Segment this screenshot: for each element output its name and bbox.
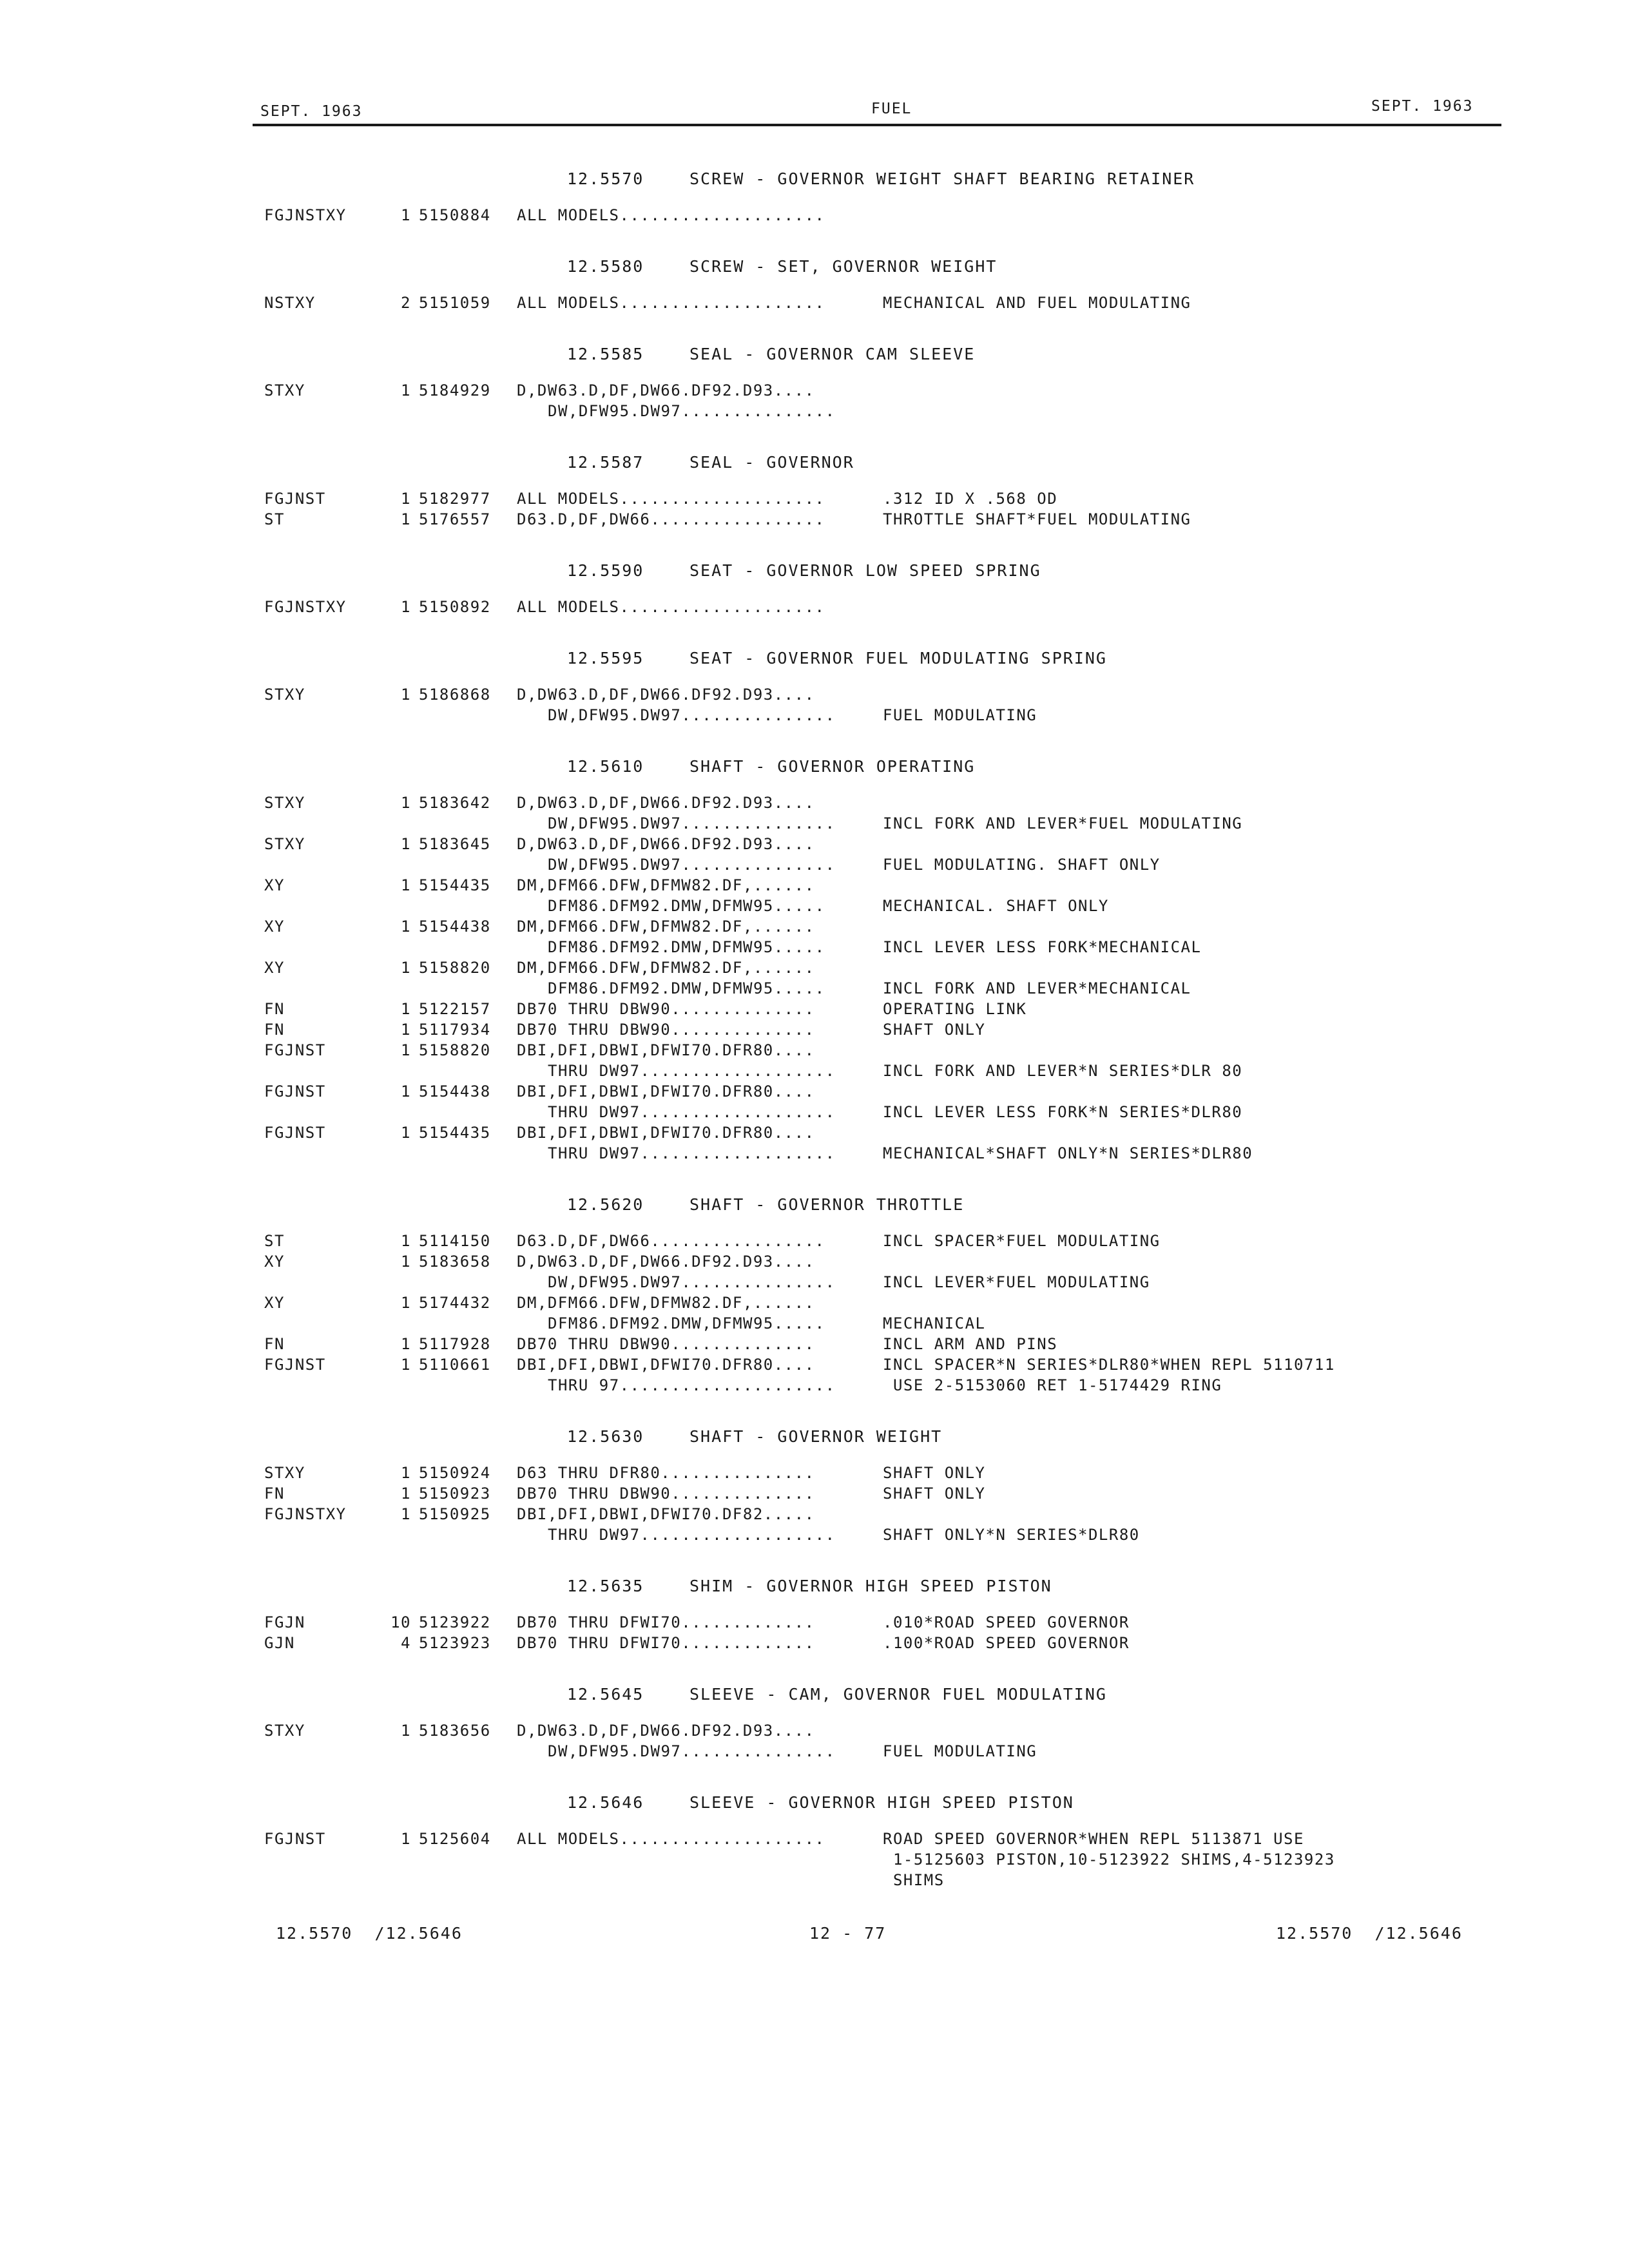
part-number: 5150925 [419, 1505, 491, 1523]
part-row [264, 793, 1476, 813]
remarks: OPERATING LINK [883, 1000, 1027, 1018]
application: DB70 THRU DBW90.............. [517, 1485, 815, 1503]
quantity: 1 [401, 1124, 411, 1142]
part-number: 5183645 [419, 835, 491, 853]
part-number: 5186868 [419, 686, 491, 704]
part-number: 5114150 [419, 1232, 491, 1250]
section-number: 12.5620 [567, 1195, 644, 1214]
part-row [264, 1122, 1476, 1143]
model-code: FGJNSTXY [264, 1505, 347, 1523]
application: ALL MODELS.................... [517, 490, 825, 508]
application: DFM86.DFM92.DMW,DFMW95..... [548, 897, 825, 915]
model-code: XY [264, 876, 285, 894]
application: DM,DFM66.DFW,DFMW82.DF,...... [517, 1294, 815, 1312]
part-row [264, 1040, 1476, 1061]
part-row [264, 834, 1476, 854]
application: ALL MODELS.................... [517, 294, 825, 312]
part-number: 5154435 [419, 1124, 491, 1142]
remarks: INCL LEVER*FUEL MODULATING [883, 1273, 1150, 1291]
model-code: GJN [264, 1634, 295, 1652]
quantity: 1 [401, 1722, 411, 1740]
application: DFM86.DFM92.DMW,DFMW95..... [548, 979, 825, 997]
footer-left: 12.5570 /12.5646 [276, 1924, 463, 1943]
part-row [264, 380, 1476, 401]
quantity: 1 [401, 598, 411, 616]
section-number: 12.5595 [567, 649, 644, 668]
application: ALL MODELS.................... [517, 1830, 825, 1848]
part-row-continuation [264, 1102, 1476, 1122]
part-number: 5154438 [419, 918, 491, 936]
part-number: 5123922 [419, 1613, 491, 1631]
section-number: 12.5585 [567, 345, 644, 363]
section-title [264, 1785, 1476, 1821]
quantity: 4 [401, 1634, 411, 1652]
remarks: THROTTLE SHAFT*FUEL MODULATING [883, 510, 1191, 528]
application: THRU DW97................... [548, 1103, 836, 1121]
quantity: 1 [401, 381, 411, 399]
part-number: 5117934 [419, 1021, 491, 1039]
part-row [264, 1081, 1476, 1102]
section-rows [264, 380, 1476, 421]
part-row [264, 1293, 1476, 1313]
part-number: 5183656 [419, 1722, 491, 1740]
header-right-date: SEPT. 1963 [1371, 98, 1474, 115]
section-number: 12.5570 [567, 169, 644, 188]
part-number: 5110661 [419, 1356, 491, 1374]
part-row [264, 1231, 1476, 1251]
section-description: SEAL - GOVERNOR [689, 453, 854, 472]
remarks: MECHANICAL. SHAFT ONLY [883, 897, 1109, 915]
model-code: STXY [264, 1722, 305, 1740]
application: D,DW63.D,DF,DW66.DF92.D93.... [517, 794, 815, 812]
part-row [264, 1633, 1476, 1653]
application: D,DW63.D,DF,DW66.DF92.D93.... [517, 835, 815, 853]
part-row-continuation [264, 401, 1476, 421]
application: DM,DFM66.DFW,DFMW82.DF,...... [517, 918, 815, 936]
remarks: INCL FORK AND LEVER*FUEL MODULATING [883, 814, 1243, 832]
section-title [264, 1187, 1476, 1223]
model-code: ST [264, 1232, 285, 1250]
section-title [264, 445, 1476, 481]
part-row-continuation [264, 813, 1476, 834]
section-description: SHAFT - GOVERNOR WEIGHT [689, 1427, 943, 1446]
part-row-continuation [264, 1272, 1476, 1293]
model-code: NSTXY [264, 294, 316, 312]
model-code: FGJNST [264, 1830, 326, 1848]
remarks: INCL FORK AND LEVER*MECHANICAL [883, 979, 1191, 997]
section-title [264, 161, 1476, 197]
application: DB70 THRU DBW90.............. [517, 1335, 815, 1353]
part-number: 5182977 [419, 490, 491, 508]
application: D63.D,DF,DW66................. [517, 510, 825, 528]
model-code: FGJNST [264, 490, 326, 508]
application: DW,DFW95.DW97............... [548, 814, 836, 832]
part-number: 5122157 [419, 1000, 491, 1018]
remarks: INCL LEVER LESS FORK*N SERIES*DLR80 [883, 1103, 1243, 1121]
section-rows [264, 1720, 1476, 1762]
section-number: 12.5590 [567, 561, 644, 580]
remarks: FUEL MODULATING. SHAFT ONLY [883, 856, 1161, 874]
part-number: 5150924 [419, 1464, 491, 1482]
section-number: 12.5610 [567, 757, 644, 776]
part-row-continuation [264, 1313, 1476, 1334]
part-number: 5150892 [419, 598, 491, 616]
quantity: 1 [401, 686, 411, 704]
model-code: FGJNST [264, 1124, 326, 1142]
remarks: SHAFT ONLY [883, 1021, 986, 1039]
application: DB70 THRU DBW90.............. [517, 1000, 815, 1018]
remarks: SHIMS [883, 1871, 945, 1889]
quantity: 1 [401, 1082, 411, 1100]
application: D,DW63.D,DF,DW66.DF92.D93.... [517, 381, 815, 399]
part-number: 5158820 [419, 959, 491, 977]
section-rows [264, 488, 1476, 530]
part-number: 5174432 [419, 1294, 491, 1312]
section-number: 12.5635 [567, 1577, 644, 1595]
application: D,DW63.D,DF,DW66.DF92.D93.... [517, 1253, 815, 1271]
part-row [264, 205, 1476, 226]
quantity: 1 [401, 835, 411, 853]
part-row [264, 1251, 1476, 1272]
model-code: FGJNSTXY [264, 206, 347, 224]
part-number: 5183658 [419, 1253, 491, 1271]
footer-page-number: 12 - 77 [809, 1924, 887, 1943]
application: DBI,DFI,DBWI,DFWI70.DFR80.... [517, 1041, 815, 1059]
part-row [264, 597, 1476, 617]
application: DB70 THRU DFWI70............. [517, 1613, 815, 1631]
remarks: .312 ID X .568 OD [883, 490, 1058, 508]
part-number: 5154438 [419, 1082, 491, 1100]
application: DW,DFW95.DW97............... [548, 1742, 836, 1760]
remarks: ROAD SPEED GOVERNOR*WHEN REPL 5113871 USE [883, 1830, 1304, 1848]
part-row-continuation [264, 1741, 1476, 1762]
remarks: USE 2-5153060 RET 1-5174429 RING [883, 1376, 1222, 1394]
model-code: XY [264, 1294, 285, 1312]
section-rows [264, 205, 1476, 226]
remarks: INCL LEVER LESS FORK*MECHANICAL [883, 938, 1202, 956]
application: DW,DFW95.DW97............... [548, 706, 836, 724]
remarks: FUEL MODULATING [883, 1742, 1037, 1760]
section-description: SEAL - GOVERNOR CAM SLEEVE [689, 345, 976, 363]
application: DW,DFW95.DW97............... [548, 402, 836, 420]
model-code: FGJNST [264, 1082, 326, 1100]
part-row [264, 1504, 1476, 1524]
section-description: SLEEVE - CAM, GOVERNOR FUEL MODULATING [689, 1685, 1107, 1704]
footer-right: 12.5570 /12.5646 [1276, 1924, 1463, 1943]
remarks: .010*ROAD SPEED GOVERNOR [883, 1613, 1130, 1631]
part-row [264, 1612, 1476, 1633]
section-number: 12.5646 [567, 1793, 644, 1812]
quantity: 1 [401, 1294, 411, 1312]
model-code: STXY [264, 381, 305, 399]
section-number: 12.5645 [567, 1685, 644, 1704]
part-row-continuation [264, 896, 1476, 916]
part-row-continuation [264, 1375, 1476, 1396]
application: ALL MODELS.................... [517, 206, 825, 224]
section-rows [264, 597, 1476, 617]
part-row [264, 488, 1476, 509]
part-row [264, 999, 1476, 1019]
remarks: INCL FORK AND LEVER*N SERIES*DLR 80 [883, 1062, 1243, 1080]
section-rows [264, 684, 1476, 726]
part-row-continuation [264, 854, 1476, 875]
quantity: 1 [401, 1830, 411, 1848]
application: DB70 THRU DBW90.............. [517, 1021, 815, 1039]
model-code: STXY [264, 794, 305, 812]
part-number: 5125604 [419, 1830, 491, 1848]
application: THRU DW97................... [548, 1526, 836, 1544]
section-description: SLEEVE - GOVERNOR HIGH SPEED PISTON [689, 1793, 1074, 1812]
application: DFM86.DFM92.DMW,DFMW95..... [548, 938, 825, 956]
application: THRU 97..................... [548, 1376, 836, 1394]
quantity: 1 [401, 1253, 411, 1271]
section-rows [264, 293, 1476, 313]
part-row [264, 684, 1476, 705]
part-row-continuation [264, 1524, 1476, 1545]
model-code: STXY [264, 835, 305, 853]
section-title [264, 749, 1476, 785]
part-row-continuation [264, 1849, 1476, 1870]
section-description: SHAFT - GOVERNOR THROTTLE [689, 1195, 965, 1214]
header-rule [253, 124, 1501, 126]
section-number: 12.5587 [567, 453, 644, 472]
section-number: 12.5630 [567, 1427, 644, 1446]
part-row-continuation [264, 937, 1476, 957]
quantity: 10 [390, 1613, 411, 1631]
quantity: 1 [401, 959, 411, 977]
quantity: 1 [401, 206, 411, 224]
part-number: 5151059 [419, 294, 491, 312]
part-number: 5150923 [419, 1485, 491, 1503]
quantity: 2 [401, 294, 411, 312]
section-rows [264, 1612, 1476, 1653]
quantity: 1 [401, 918, 411, 936]
part-row [264, 957, 1476, 978]
quantity: 1 [401, 876, 411, 894]
section-rows [264, 1829, 1476, 1890]
part-row [264, 916, 1476, 937]
application: DBI,DFI,DBWI,DFWI70.DFR80.... [517, 1356, 815, 1374]
part-row [264, 1483, 1476, 1504]
section-description: SHIM - GOVERNOR HIGH SPEED PISTON [689, 1577, 1052, 1595]
part-number: 5184929 [419, 381, 491, 399]
model-code: FGJN [264, 1613, 305, 1631]
part-row-continuation [264, 978, 1476, 999]
part-number: 5117928 [419, 1335, 491, 1353]
application: DBI,DFI,DBWI,DFWI70.DFR80.... [517, 1124, 815, 1142]
part-row [264, 1334, 1476, 1354]
application: DFM86.DFM92.DMW,DFMW95..... [548, 1314, 825, 1332]
section-description: SHAFT - GOVERNOR OPERATING [689, 757, 976, 776]
part-row [264, 509, 1476, 530]
quantity: 1 [401, 1464, 411, 1482]
part-number: 5183642 [419, 794, 491, 812]
part-row [264, 1463, 1476, 1483]
application: DW,DFW95.DW97............... [548, 856, 836, 874]
part-row-continuation [264, 705, 1476, 726]
model-code: XY [264, 918, 285, 936]
part-row [264, 1354, 1476, 1375]
quantity: 1 [401, 1021, 411, 1039]
section-title [264, 249, 1476, 285]
part-row [264, 875, 1476, 896]
part-number: 5158820 [419, 1041, 491, 1059]
remarks: SHAFT ONLY [883, 1464, 986, 1482]
application: D63.D,DF,DW66................. [517, 1232, 825, 1250]
part-row [264, 1720, 1476, 1741]
model-code: STXY [264, 1464, 305, 1482]
part-number: 5154435 [419, 876, 491, 894]
section-description: SCREW - SET, GOVERNOR WEIGHT [689, 257, 998, 276]
quantity: 1 [401, 1505, 411, 1523]
section-title [264, 1419, 1476, 1455]
section-title [264, 336, 1476, 372]
part-row-continuation [264, 1061, 1476, 1081]
model-code: FGJNSTXY [264, 598, 347, 616]
section-rows [264, 1463, 1476, 1545]
quantity: 1 [401, 1041, 411, 1059]
application: DB70 THRU DFWI70............. [517, 1634, 815, 1652]
model-code: ST [264, 510, 285, 528]
section-title [264, 1568, 1476, 1604]
application: THRU DW97................... [548, 1062, 836, 1080]
section-rows [264, 1231, 1476, 1396]
remarks: MECHANICAL AND FUEL MODULATING [883, 294, 1191, 312]
application: D63 THRU DFR80............... [517, 1464, 815, 1482]
part-number: 5176557 [419, 510, 491, 528]
section-title [264, 553, 1476, 589]
section-number: 12.5580 [567, 257, 644, 276]
application: DW,DFW95.DW97............... [548, 1273, 836, 1291]
remarks: 1-5125603 PISTON,10-5123922 SHIMS,4-5123923 [883, 1850, 1335, 1869]
parts-list [264, 161, 1476, 1890]
model-code: STXY [264, 686, 305, 704]
section-rows [264, 793, 1476, 1164]
part-row [264, 1829, 1476, 1849]
section-title [264, 640, 1476, 677]
remarks: MECHANICAL [883, 1314, 986, 1332]
application: ALL MODELS.................... [517, 598, 825, 616]
part-row-continuation [264, 1143, 1476, 1164]
model-code: FGJNST [264, 1356, 326, 1374]
quantity: 1 [401, 1000, 411, 1018]
application: DBI,DFI,DBWI,DFWI70.DFR80.... [517, 1082, 815, 1100]
remarks: INCL ARM AND PINS [883, 1335, 1058, 1353]
model-code: FN [264, 1021, 285, 1039]
remarks: .100*ROAD SPEED GOVERNOR [883, 1634, 1130, 1652]
section-description: SEAT - GOVERNOR LOW SPEED SPRING [689, 561, 1041, 580]
header-left-date: SEPT. 1963 [260, 103, 363, 120]
remarks: SHAFT ONLY*N SERIES*DLR80 [883, 1526, 1140, 1544]
part-number: 5150884 [419, 206, 491, 224]
remarks: INCL SPACER*N SERIES*DLR80*WHEN REPL 5110711 [883, 1356, 1335, 1374]
part-row [264, 293, 1476, 313]
section-description: SCREW - GOVERNOR WEIGHT SHAFT BEARING RETAINER [689, 169, 1195, 188]
section-description: SEAT - GOVERNOR FUEL MODULATING SPRING [689, 649, 1107, 668]
quantity: 1 [401, 510, 411, 528]
application: DM,DFM66.DFW,DFMW82.DF,...... [517, 959, 815, 977]
part-row [264, 1019, 1476, 1040]
application: DM,DFM66.DFW,DFMW82.DF,...... [517, 876, 815, 894]
application: D,DW63.D,DF,DW66.DF92.D93.... [517, 686, 815, 704]
section-title [264, 1677, 1476, 1713]
quantity: 1 [401, 1485, 411, 1503]
remarks: INCL SPACER*FUEL MODULATING [883, 1232, 1161, 1250]
remarks: FUEL MODULATING [883, 706, 1037, 724]
model-code: XY [264, 959, 285, 977]
model-code: FN [264, 1335, 285, 1353]
application: THRU DW97................... [548, 1144, 836, 1162]
quantity: 1 [401, 490, 411, 508]
quantity: 1 [401, 794, 411, 812]
quantity: 1 [401, 1335, 411, 1353]
part-number: 5123923 [419, 1634, 491, 1652]
remarks: MECHANICAL*SHAFT ONLY*N SERIES*DLR80 [883, 1144, 1253, 1162]
part-row-continuation [264, 1870, 1476, 1890]
model-code: FN [264, 1000, 285, 1018]
application: DBI,DFI,DBWI,DFWI70.DF82..... [517, 1505, 815, 1523]
model-code: FGJNST [264, 1041, 326, 1059]
model-code: XY [264, 1253, 285, 1271]
application: D,DW63.D,DF,DW66.DF92.D93.... [517, 1722, 815, 1740]
model-code: FN [264, 1485, 285, 1503]
remarks: SHAFT ONLY [883, 1485, 986, 1503]
quantity: 1 [401, 1232, 411, 1250]
header-title: FUEL [871, 101, 912, 117]
quantity: 1 [401, 1356, 411, 1374]
